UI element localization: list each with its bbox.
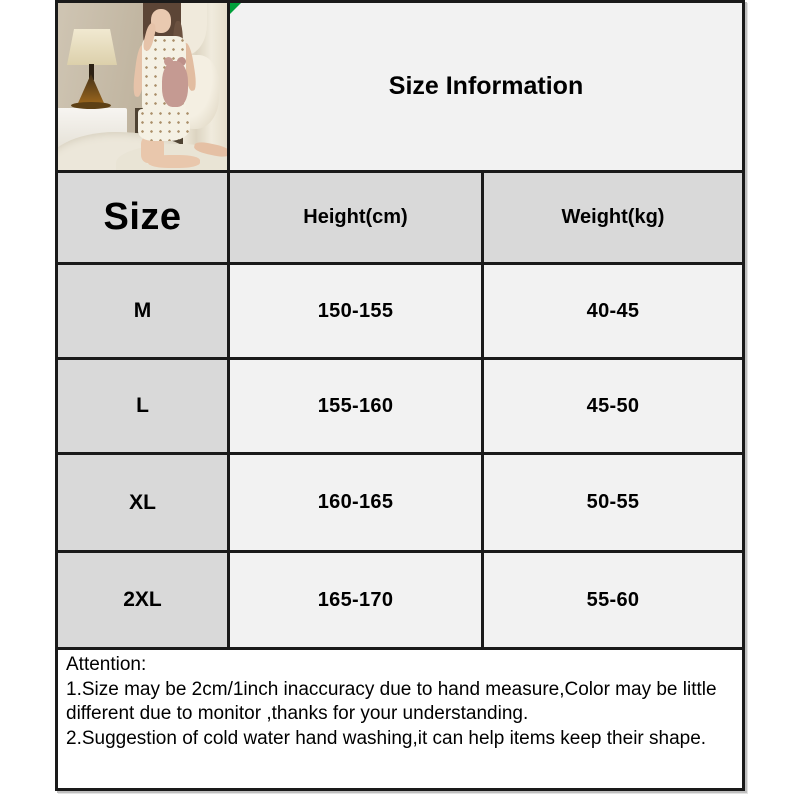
size-label-2xl: 2XL [58, 553, 227, 647]
column-header-size: Size [58, 173, 227, 262]
weight-value-m: 40-45 [484, 265, 742, 357]
size-label-l: L [58, 360, 227, 452]
teddy-bear [162, 61, 188, 107]
product-photo [58, 3, 227, 170]
attention-title: Attention: [66, 654, 147, 675]
pajama-shorts [138, 109, 190, 141]
lamp-foot [71, 102, 111, 109]
attention-line-1: 1.Size may be 2cm/1inch inaccuracy due to hand measure,Color may be little different due to monitor ,thanks for your understanding. [66, 678, 717, 724]
model-leg [148, 155, 200, 168]
cell-corner-marker-icon [230, 3, 241, 14]
size-chart-sheet [55, 0, 745, 791]
size-label-xl: XL [58, 455, 227, 550]
height-value-2xl: 165-170 [230, 553, 481, 647]
weight-value-xl: 50-55 [484, 455, 742, 550]
lamp-shade [67, 29, 117, 65]
column-header-weight: Weight(kg) [484, 173, 742, 262]
height-value-l: 155-160 [230, 360, 481, 452]
weight-value-2xl: 55-60 [484, 553, 742, 647]
page-title: Size Information [388, 72, 584, 100]
height-value-xl: 160-165 [230, 455, 481, 550]
attention-note [58, 650, 742, 788]
column-header-height: Height(cm) [230, 173, 481, 262]
attention-line-2: 2.Suggestion of cold water hand washing,it can help items keep their shape. [66, 727, 707, 749]
size-label-m: M [58, 265, 227, 357]
weight-value-l: 45-50 [484, 360, 742, 452]
height-value-m: 150-155 [230, 265, 481, 357]
title-cell [230, 3, 742, 170]
